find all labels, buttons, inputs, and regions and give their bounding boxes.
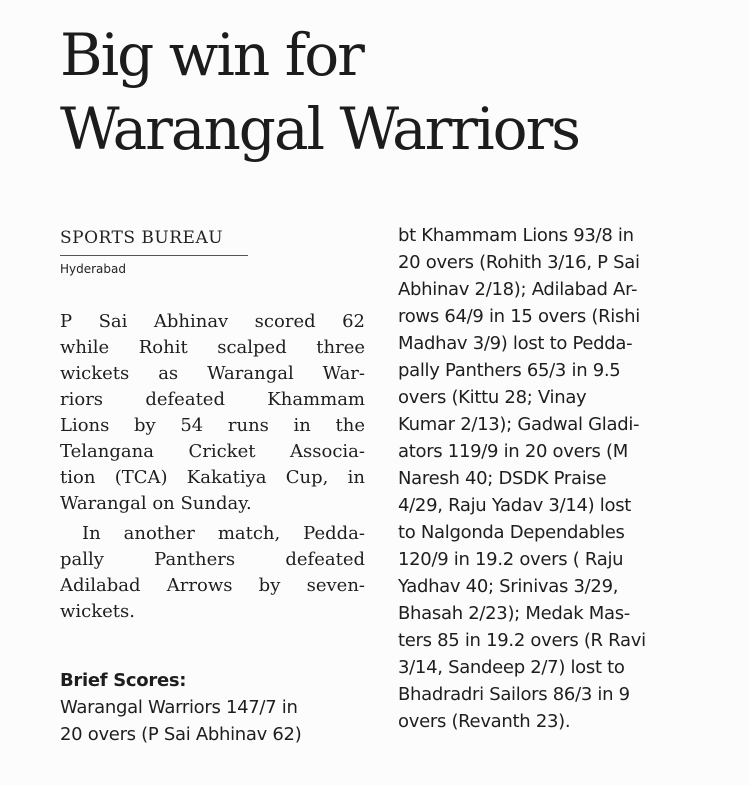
brief-score-line: Abhinav 2/18); Adilabad Ar- bbox=[398, 279, 638, 300]
headline-line-2: Warangal Warriors bbox=[60, 95, 580, 163]
brief-score-line: 20 overs (P Sai Abhinav 62) bbox=[60, 724, 302, 745]
dateline: Hyderabad bbox=[60, 262, 126, 276]
body-line: In another match, Pedda- bbox=[82, 523, 365, 544]
brief-score-line: Yadhav 40; Srinivas 3/29, bbox=[398, 576, 619, 597]
brief-score-line: Warangal Warriors 147/7 in bbox=[60, 697, 298, 718]
brief-scores-title: Brief Scores: bbox=[60, 670, 187, 691]
brief-score-line: 120/9 in 19.2 overs ( Raju bbox=[398, 549, 624, 570]
body-line: Warangal on Sunday. bbox=[60, 493, 252, 514]
brief-score-line: 4/29, Raju Yadav 3/14) lost bbox=[398, 495, 632, 516]
body-line: while Rohit scalped three bbox=[60, 337, 365, 358]
brief-score-line: bt Khammam Lions 93/8 in bbox=[398, 225, 634, 246]
brief-score-line: Bhasah 2/23); Medak Mas- bbox=[398, 603, 630, 624]
brief-score-line: Kumar 2/13); Gadwal Gladi- bbox=[398, 414, 640, 435]
brief-score-line: overs (Revanth 23). bbox=[398, 711, 571, 732]
brief-score-line: pally Panthers 65/3 in 9.5 bbox=[398, 360, 621, 381]
brief-score-line: overs (Kittu 28; Vinay bbox=[398, 387, 587, 408]
brief-score-line: Bhadradri Sailors 86/3 in 9 bbox=[398, 684, 630, 705]
brief-score-line: Madhav 3/9) lost to Pedda- bbox=[398, 333, 633, 354]
body-line: wickets. bbox=[60, 601, 135, 622]
body-line: wickets as Warangal War- bbox=[60, 363, 365, 384]
headline-line-1: Big win for bbox=[60, 21, 363, 89]
body-line: Adilabad Arrows by seven- bbox=[60, 575, 365, 596]
brief-score-line: 20 overs (Rohith 3/16, P Sai bbox=[398, 252, 640, 273]
byline-rule bbox=[60, 255, 248, 256]
brief-score-line: ters 85 in 19.2 overs (R Ravi bbox=[398, 630, 646, 651]
body-line: riors defeated Khammam bbox=[60, 389, 365, 410]
body-line: Lions by 54 runs in the bbox=[60, 415, 365, 436]
body-line: P Sai Abhinav scored 62 bbox=[60, 311, 365, 332]
body-line: Telangana Cricket Associa- bbox=[60, 441, 365, 462]
byline: SPORTS BUREAU bbox=[60, 228, 224, 248]
body-line: tion (TCA) Kakatiya Cup, in bbox=[60, 467, 365, 488]
headline bbox=[60, 18, 730, 166]
brief-score-line: 3/14, Sandeep 2/7) lost to bbox=[398, 657, 625, 678]
brief-score-line: ators 119/9 in 20 overs (M bbox=[398, 441, 628, 462]
brief-score-line: to Nalgonda Dependables bbox=[398, 522, 625, 543]
brief-score-line: Naresh 40; DSDK Praise bbox=[398, 468, 607, 489]
body-line: pally Panthers defeated bbox=[60, 549, 365, 570]
brief-score-line: rows 64/9 in 15 overs (Rishi bbox=[398, 306, 640, 327]
